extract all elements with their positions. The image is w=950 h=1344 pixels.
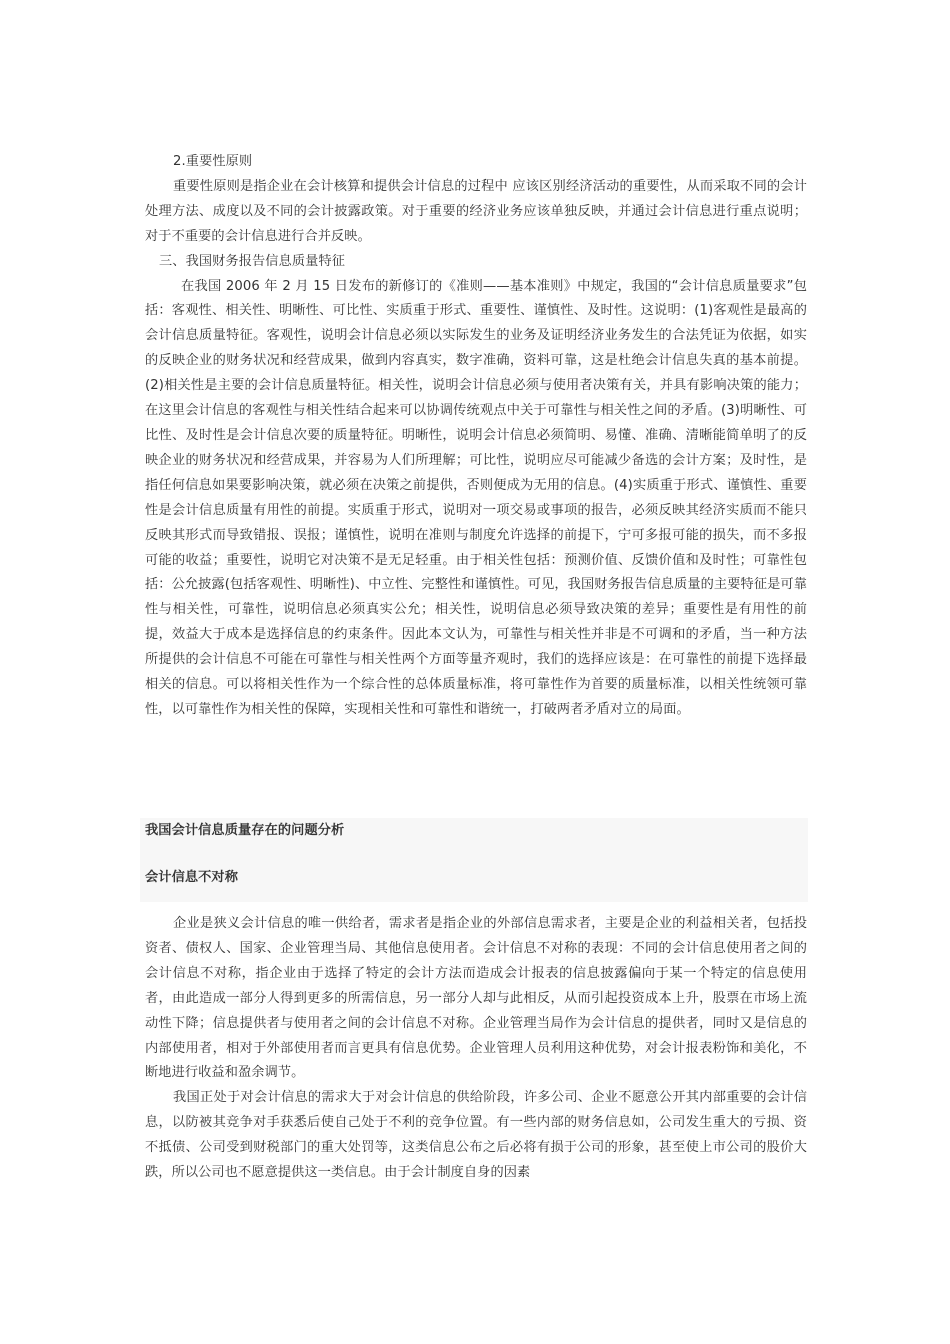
principle-heading: 2.重要性原则 [173,154,253,169]
intro-section [145,150,807,723]
principle-paragraph: 重要性原则是指企业在会计核算和提供会计信息的过程中 应该区别经济活动的重要性，从而采取不同的会计处理方法、成度以及不同的会计披露政策。对于重要的经济业务应该单独反映，并通过会计信息进行重点说明；对于不重要的会计信息进行合并反映。 [145,178,807,244]
asymmetry-subheading: 会计信息不对称 [145,870,239,885]
analysis-heading: 我国会计信息质量存在的问题分析 [145,823,345,838]
asymmetry-paragraph-2: 我国正处于对会计信息的需求大于对会计信息的供给阶段，许多公司、企业不愿意公开其内部重要的会计信息，以防被其竞争对手获悉后使自己处于不利的竞争位置。有一些内部的财务信息如，公司发生重大的亏损、资不抵债、公司受到财税部门的重大处罚等，这类信息公布之后必将有损于公司的形象，甚至使上市公司的股价大跌，所以公司也不愿意提供这一类信息。由于会计制度自身的因素 [145,1090,807,1181]
quality-paragraph: 在我国 2006 年 2 月 15 日发布的新修订的《准则——基本准则》中规定，我国的“会计信息质量要求”包括：客观性、相关性、明晰性、可比性、实质重于形式、重要性、谨慎性、及时性。这说明：(1)客观性是最高的会计信息质量特征。客观性，说明会计信息必须以实际发生的业务及证明经济业务发生的合法凭证为依据，如实的反映企业的财务状况和经营成果，做到内容真实，数字准确，资料可靠，这是杜绝会计信息失真的基本前提。(2)相关性是主要的会计信息质量特征。相关性，说明会计信息必须与使用者决策有关，并具有影响决策的能力；在这里会计信息的客观性与相关性结合起来可以协调传统观点中关于可靠性与相关性之间的矛盾。(3)明晰性、可比性、及时性是会计信息次要的质量特征。明晰性，说明会计信息必须简明、易懂、准确、清晰能简单明了的反映企业的财务状况和经营成果，并容易为人们所理解；可比性，说明应尽可能减少备选的会计方案；及时性，是指任何信息如果要影响决策，就必须在决策之前提供，否则便成为无用的信息。(4)实质重于形式、谨慎性、重要性是会计信息质量有用性的前提。实质重于形式，说明对一项交易或事项的报告，必须反映其经济实质而不能只反映其形式而导致错报、误报；谨慎性，说明在准则与制度允许选择的前提下，宁可多报可能的损失，而不多报可能的收益；重要性，说明它对决策不是无足轻重。由于相关性包括：预测价值、反馈价值和及时性；可靠性包括：公允披露(包括客观性、明晰性)、中立性、完整性和谨慎性。可见，我国财务报告信息质量的主要特征是可靠性与相关性，可靠性，说明信息必须真实公允；相关性，说明信息必须导致决策的差异；重要性是有用性的前提，效益大于成本是选择信息的约束条件。因此本文认为，可靠性与相关性并非是不可调和的矛盾，当一种方法所提供的会计信息不可能在可靠性与相关性两个方面等量齐观时，我们的选择应该是：在可靠性的前提下选择最相关的信息。可以将相关性作为一个综合性的总体质量标准，将可靠性作为首要的质量标准，以相关性统领可靠性，以可靠性作为相关性的保障，实现相关性和可靠性和谐统一，打破两者矛盾对立的局面。 [145,278,807,717]
asymmetry-paragraph-1: 企业是狭义会计信息的唯一供给者，需求者是指企业的外部信息需求者，主要是企业的利益相关者，包括投资者、债权人、国家、企业管理当局、其他信息使用者。会计信息不对称的表现：不同的会计信息使用者之间的会计信息不对称，指企业由于选择了特定的会计方法而造成会计报表的信息披露偏向于某一个特定的信息使用者，由此造成一部分人得到更多的所需信息，另一部分人却与此相反，从而引起投资成本上升，股票在市场上流动性下降；信息提供者与使用者之间的会计信息不对称。企业管理当局作为会计信息的提供者，同时又是信息的内部使用者，相对于外部使用者而言更具有信息优势。企业管理人员利用这种优势，对会计报表粉饰和美化，不断地进行收益和盈余调节。 [145,916,807,1081]
quality-heading: 三、我国财务报告信息质量特征 [159,253,346,269]
analysis-section [145,912,807,1186]
